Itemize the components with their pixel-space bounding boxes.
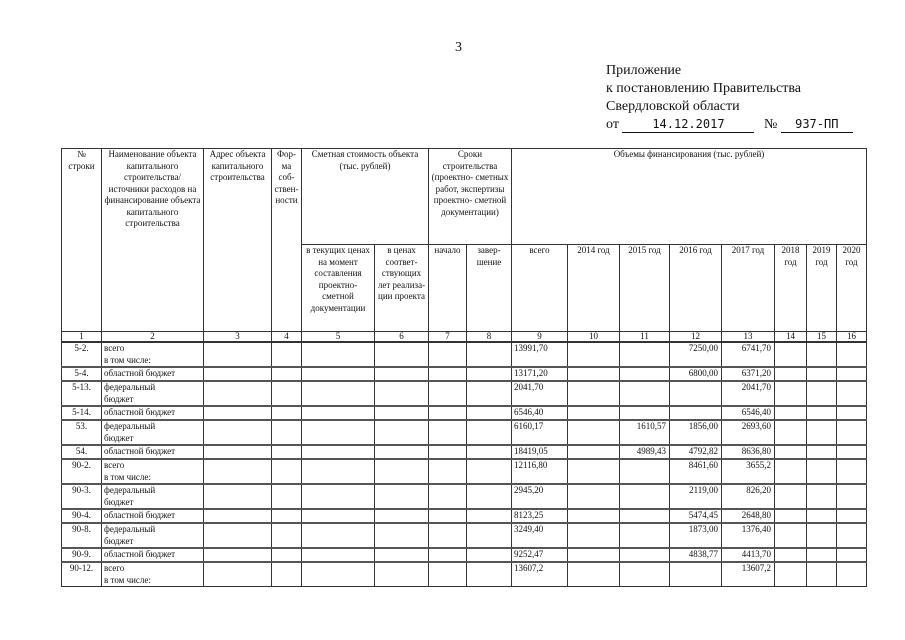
row-2016: 8461,60 bbox=[670, 459, 722, 484]
row-2017: 2693,60 bbox=[722, 420, 775, 445]
row-term-start bbox=[429, 420, 467, 445]
row-name-line2: бюджет bbox=[104, 535, 134, 546]
from-label: от bbox=[606, 117, 619, 132]
row-cost-current bbox=[302, 459, 375, 484]
row-2014 bbox=[568, 548, 620, 562]
row-total: 8123,25 bbox=[512, 509, 568, 523]
row-2016 bbox=[670, 381, 722, 406]
row-address bbox=[204, 420, 272, 445]
row-2020 bbox=[837, 484, 867, 509]
row-2014 bbox=[568, 381, 620, 406]
header-ownership-form: Фор- ма соб- ствен- ности bbox=[272, 149, 302, 332]
row-cost-current bbox=[302, 509, 375, 523]
row-total: 13607,2 bbox=[512, 562, 568, 587]
row-2014 bbox=[568, 562, 620, 587]
col-index: 13 bbox=[722, 332, 775, 343]
row-term-end bbox=[467, 523, 512, 548]
row-total: 2041,70 bbox=[512, 381, 568, 406]
page-number: 3 bbox=[455, 40, 462, 55]
row-2016 bbox=[670, 406, 722, 420]
row-cost-years bbox=[375, 509, 429, 523]
row-2017: 826,20 bbox=[722, 484, 775, 509]
row-ownership bbox=[272, 342, 302, 367]
row-cost-years bbox=[375, 548, 429, 562]
row-cost-years bbox=[375, 523, 429, 548]
row-2015 bbox=[620, 367, 670, 381]
row-2015: 4989,43 bbox=[620, 445, 670, 459]
row-2020 bbox=[837, 509, 867, 523]
row-total: 12116,80 bbox=[512, 459, 568, 484]
row-2015 bbox=[620, 381, 670, 406]
row-2015 bbox=[620, 484, 670, 509]
row-2018 bbox=[775, 342, 807, 367]
header-terms-end: завер- шение bbox=[467, 245, 512, 332]
row-2018 bbox=[775, 406, 807, 420]
row-number: 5-13. bbox=[62, 381, 102, 406]
row-name-line2: бюджет bbox=[104, 393, 134, 404]
row-address bbox=[204, 523, 272, 548]
row-cost-years bbox=[375, 367, 429, 381]
row-2014 bbox=[568, 459, 620, 484]
row-name-line2: бюджет bbox=[104, 432, 134, 443]
row-number: 90-8. bbox=[62, 523, 102, 548]
row-cost-years bbox=[375, 406, 429, 420]
row-2017: 6371,20 bbox=[722, 367, 775, 381]
table-body bbox=[62, 342, 867, 587]
table-row bbox=[62, 420, 867, 445]
row-2020 bbox=[837, 459, 867, 484]
row-2019 bbox=[807, 342, 837, 367]
row-2019 bbox=[807, 420, 837, 445]
appendix-title: Приложение bbox=[606, 63, 682, 78]
row-total: 13171,20 bbox=[512, 367, 568, 381]
row-cost-current bbox=[302, 548, 375, 562]
row-term-end bbox=[467, 562, 512, 587]
row-2014 bbox=[568, 367, 620, 381]
col-index: 6 bbox=[375, 332, 429, 343]
row-total: 18419,05 bbox=[512, 445, 568, 459]
row-term-start bbox=[429, 484, 467, 509]
table-row bbox=[62, 562, 867, 587]
row-term-end bbox=[467, 509, 512, 523]
row-address bbox=[204, 367, 272, 381]
row-cost-current bbox=[302, 367, 375, 381]
table-row bbox=[62, 342, 867, 367]
row-number: 54. bbox=[62, 445, 102, 459]
row-address bbox=[204, 548, 272, 562]
row-2015 bbox=[620, 562, 670, 587]
row-2017: 1376,40 bbox=[722, 523, 775, 548]
row-2020 bbox=[837, 445, 867, 459]
row-cost-current bbox=[302, 420, 375, 445]
row-term-end bbox=[467, 406, 512, 420]
appendix-region: Свердловской области bbox=[606, 99, 740, 114]
row-name bbox=[102, 509, 204, 523]
row-ownership bbox=[272, 445, 302, 459]
row-cost-years bbox=[375, 562, 429, 587]
row-term-end bbox=[467, 459, 512, 484]
row-cost-current bbox=[302, 445, 375, 459]
table-row bbox=[62, 381, 867, 406]
header-total: всего bbox=[512, 245, 568, 332]
row-2018 bbox=[775, 381, 807, 406]
row-number: 90-12. bbox=[62, 562, 102, 587]
col-index: 5 bbox=[302, 332, 375, 343]
row-2019 bbox=[807, 459, 837, 484]
row-term-start bbox=[429, 445, 467, 459]
col-index: 16 bbox=[837, 332, 867, 343]
header-2020: 2020 год bbox=[837, 245, 867, 332]
row-name-line2: в том числе: bbox=[104, 574, 151, 585]
row-name-line1: областной бюджет bbox=[104, 407, 176, 417]
row-term-start bbox=[429, 459, 467, 484]
row-total: 3249,40 bbox=[512, 523, 568, 548]
number-label: № bbox=[763, 117, 778, 132]
row-name bbox=[102, 342, 204, 367]
funding-table bbox=[61, 148, 867, 587]
row-2015 bbox=[620, 509, 670, 523]
appendix-date-line bbox=[606, 116, 853, 134]
row-address bbox=[204, 445, 272, 459]
row-name-line2: в том числе: bbox=[104, 471, 151, 482]
row-cost-current bbox=[302, 406, 375, 420]
row-total: 13991,70 bbox=[512, 342, 568, 367]
table-row bbox=[62, 484, 867, 509]
row-number: 5-14. bbox=[62, 406, 102, 420]
row-2018 bbox=[775, 420, 807, 445]
row-cost-current bbox=[302, 342, 375, 367]
row-2016: 5474,45 bbox=[670, 509, 722, 523]
row-term-start bbox=[429, 562, 467, 587]
row-cost-years bbox=[375, 342, 429, 367]
row-2019 bbox=[807, 484, 837, 509]
row-2020 bbox=[837, 406, 867, 420]
appendix-header bbox=[606, 62, 853, 134]
row-2017: 3655,2 bbox=[722, 459, 775, 484]
row-2018 bbox=[775, 509, 807, 523]
row-total: 6546,40 bbox=[512, 406, 568, 420]
row-2020 bbox=[837, 548, 867, 562]
header-row-1 bbox=[62, 149, 867, 245]
header-address: Адрес объекта капитального строительства bbox=[204, 149, 272, 332]
row-cost-current bbox=[302, 484, 375, 509]
row-address bbox=[204, 381, 272, 406]
row-term-end bbox=[467, 367, 512, 381]
row-name bbox=[102, 484, 204, 509]
row-address bbox=[204, 509, 272, 523]
header-2017: 2017 год bbox=[722, 245, 775, 332]
row-2014 bbox=[568, 523, 620, 548]
row-term-end bbox=[467, 420, 512, 445]
row-address bbox=[204, 406, 272, 420]
table-row bbox=[62, 509, 867, 523]
row-cost-current bbox=[302, 562, 375, 587]
row-term-start bbox=[429, 548, 467, 562]
table-row bbox=[62, 367, 867, 381]
row-2014 bbox=[568, 445, 620, 459]
row-name-line1: федеральный bbox=[104, 421, 156, 431]
row-2014 bbox=[568, 509, 620, 523]
header-terms-start: начало bbox=[429, 245, 467, 332]
col-index: 10 bbox=[568, 332, 620, 343]
row-name-line1: областной бюджет bbox=[104, 510, 176, 520]
row-cost-years bbox=[375, 484, 429, 509]
row-2020 bbox=[837, 381, 867, 406]
row-address bbox=[204, 342, 272, 367]
row-2019 bbox=[807, 367, 837, 381]
col-index: 1 bbox=[62, 332, 102, 343]
row-2015: 1610,57 bbox=[620, 420, 670, 445]
resolution-number: 937-ПП bbox=[781, 117, 853, 133]
row-term-start bbox=[429, 367, 467, 381]
header-row-num: № строки bbox=[62, 149, 102, 332]
row-2016: 6800,00 bbox=[670, 367, 722, 381]
row-ownership bbox=[272, 484, 302, 509]
row-2017: 2648,80 bbox=[722, 509, 775, 523]
row-2020 bbox=[837, 420, 867, 445]
header-name: Наименование объекта капитального строительства/ источники расходов на финансирование объекта капитального строительства bbox=[102, 149, 204, 332]
row-name bbox=[102, 420, 204, 445]
row-2019 bbox=[807, 381, 837, 406]
row-term-end bbox=[467, 445, 512, 459]
row-2018 bbox=[775, 459, 807, 484]
row-total: 2945,20 bbox=[512, 484, 568, 509]
row-ownership bbox=[272, 459, 302, 484]
row-name-line1: всего bbox=[104, 563, 125, 573]
header-2016: 2016 год bbox=[670, 245, 722, 332]
col-index: 3 bbox=[204, 332, 272, 343]
row-2015 bbox=[620, 548, 670, 562]
row-2020 bbox=[837, 367, 867, 381]
header-2018: 2018 год bbox=[775, 245, 807, 332]
row-name-line1: всего bbox=[104, 460, 125, 470]
row-name-line1: областной бюджет bbox=[104, 549, 176, 559]
row-2016: 1856,00 bbox=[670, 420, 722, 445]
row-2018 bbox=[775, 484, 807, 509]
row-2019 bbox=[807, 509, 837, 523]
col-index: 15 bbox=[807, 332, 837, 343]
row-term-start bbox=[429, 406, 467, 420]
row-2018 bbox=[775, 523, 807, 548]
header-cost-years: в ценах соответ- ствующих лет реализа- ции проекта bbox=[375, 245, 429, 332]
row-cost-current bbox=[302, 381, 375, 406]
row-name bbox=[102, 459, 204, 484]
row-2017: 6741,70 bbox=[722, 342, 775, 367]
row-address bbox=[204, 562, 272, 587]
row-address bbox=[204, 459, 272, 484]
row-2017: 2041,70 bbox=[722, 381, 775, 406]
resolution-date: 14.12.2017 bbox=[622, 117, 754, 133]
row-2017: 4413,70 bbox=[722, 548, 775, 562]
col-index: 2 bbox=[102, 332, 204, 343]
row-number: 5-4. bbox=[62, 367, 102, 381]
row-number: 90-3. bbox=[62, 484, 102, 509]
row-name bbox=[102, 367, 204, 381]
appendix-resolution: к постановлению Правительства bbox=[606, 81, 802, 96]
row-2017: 13607,2 bbox=[722, 562, 775, 587]
row-number: 90-4. bbox=[62, 509, 102, 523]
row-2015 bbox=[620, 523, 670, 548]
row-ownership bbox=[272, 367, 302, 381]
row-ownership bbox=[272, 523, 302, 548]
row-2019 bbox=[807, 406, 837, 420]
row-name-line1: всего bbox=[104, 343, 125, 353]
row-ownership bbox=[272, 406, 302, 420]
table-row bbox=[62, 523, 867, 548]
row-name-line1: областной бюджет bbox=[104, 446, 176, 456]
row-ownership bbox=[272, 381, 302, 406]
row-cost-years bbox=[375, 459, 429, 484]
row-name bbox=[102, 445, 204, 459]
row-2016 bbox=[670, 562, 722, 587]
row-2018 bbox=[775, 367, 807, 381]
col-index: 12 bbox=[670, 332, 722, 343]
row-name bbox=[102, 523, 204, 548]
row-number: 90-2. bbox=[62, 459, 102, 484]
row-2019 bbox=[807, 562, 837, 587]
row-number: 5-2. bbox=[62, 342, 102, 367]
row-cost-years bbox=[375, 445, 429, 459]
row-address bbox=[204, 484, 272, 509]
row-term-end bbox=[467, 484, 512, 509]
header-2015: 2015 год bbox=[620, 245, 670, 332]
row-cost-years bbox=[375, 381, 429, 406]
row-term-start bbox=[429, 523, 467, 548]
header-2014: 2014 год bbox=[568, 245, 620, 332]
row-term-start bbox=[429, 381, 467, 406]
row-ownership bbox=[272, 562, 302, 587]
row-2020 bbox=[837, 523, 867, 548]
col-index: 9 bbox=[512, 332, 568, 343]
col-index: 11 bbox=[620, 332, 670, 343]
row-2017: 8636,80 bbox=[722, 445, 775, 459]
column-index-row bbox=[62, 332, 867, 343]
row-2019 bbox=[807, 445, 837, 459]
row-name bbox=[102, 406, 204, 420]
header-cost-current: в текущих ценах на момент составления проектно- сметной документации bbox=[302, 245, 375, 332]
row-name-line1: федеральный bbox=[104, 524, 156, 534]
row-2020 bbox=[837, 562, 867, 587]
row-2017: 6546,40 bbox=[722, 406, 775, 420]
row-2016: 1873,00 bbox=[670, 523, 722, 548]
row-name bbox=[102, 562, 204, 587]
table-row bbox=[62, 445, 867, 459]
row-2016: 4792,82 bbox=[670, 445, 722, 459]
row-term-start bbox=[429, 342, 467, 367]
row-2015 bbox=[620, 342, 670, 367]
row-term-end bbox=[467, 381, 512, 406]
row-name-line2: в том числе: bbox=[104, 354, 151, 365]
row-2014 bbox=[568, 342, 620, 367]
row-cost-years bbox=[375, 420, 429, 445]
row-term-end bbox=[467, 342, 512, 367]
row-2016: 4838,77 bbox=[670, 548, 722, 562]
row-ownership bbox=[272, 420, 302, 445]
row-name-line2: бюджет bbox=[104, 496, 134, 507]
row-2020 bbox=[837, 342, 867, 367]
row-2014 bbox=[568, 406, 620, 420]
row-name bbox=[102, 381, 204, 406]
header-construction-terms: Сроки строительства (проектно- сметных работ, экспертизы проектно- сметной документации) bbox=[429, 149, 512, 245]
col-index: 7 bbox=[429, 332, 467, 343]
col-index: 14 bbox=[775, 332, 807, 343]
row-name-line1: федеральный bbox=[104, 382, 156, 392]
row-ownership bbox=[272, 509, 302, 523]
table-row bbox=[62, 459, 867, 484]
row-2016: 2119,00 bbox=[670, 484, 722, 509]
table-row bbox=[62, 406, 867, 420]
row-number: 53. bbox=[62, 420, 102, 445]
row-term-end bbox=[467, 548, 512, 562]
row-2014 bbox=[568, 420, 620, 445]
header-2019: 2019 год bbox=[807, 245, 837, 332]
header-funding-volumes: Объемы финансирования (тыс. рублей) bbox=[512, 149, 867, 245]
row-name bbox=[102, 548, 204, 562]
row-term-start bbox=[429, 509, 467, 523]
row-number: 90-9. bbox=[62, 548, 102, 562]
row-total: 6160,17 bbox=[512, 420, 568, 445]
col-index: 4 bbox=[272, 332, 302, 343]
row-2018 bbox=[775, 548, 807, 562]
row-total: 9252,47 bbox=[512, 548, 568, 562]
row-2014 bbox=[568, 484, 620, 509]
row-cost-current bbox=[302, 523, 375, 548]
row-2016: 7250,00 bbox=[670, 342, 722, 367]
row-2018 bbox=[775, 445, 807, 459]
row-2019 bbox=[807, 548, 837, 562]
row-2015 bbox=[620, 406, 670, 420]
row-2018 bbox=[775, 562, 807, 587]
table-row bbox=[62, 548, 867, 562]
header-estimated-cost: Сметная стоимость объекта (тыс. рублей) bbox=[302, 149, 429, 245]
row-ownership bbox=[272, 548, 302, 562]
row-name-line1: областной бюджет bbox=[104, 368, 176, 378]
col-index: 8 bbox=[467, 332, 512, 343]
row-name-line1: федеральный bbox=[104, 485, 156, 495]
row-2019 bbox=[807, 523, 837, 548]
row-2015 bbox=[620, 459, 670, 484]
